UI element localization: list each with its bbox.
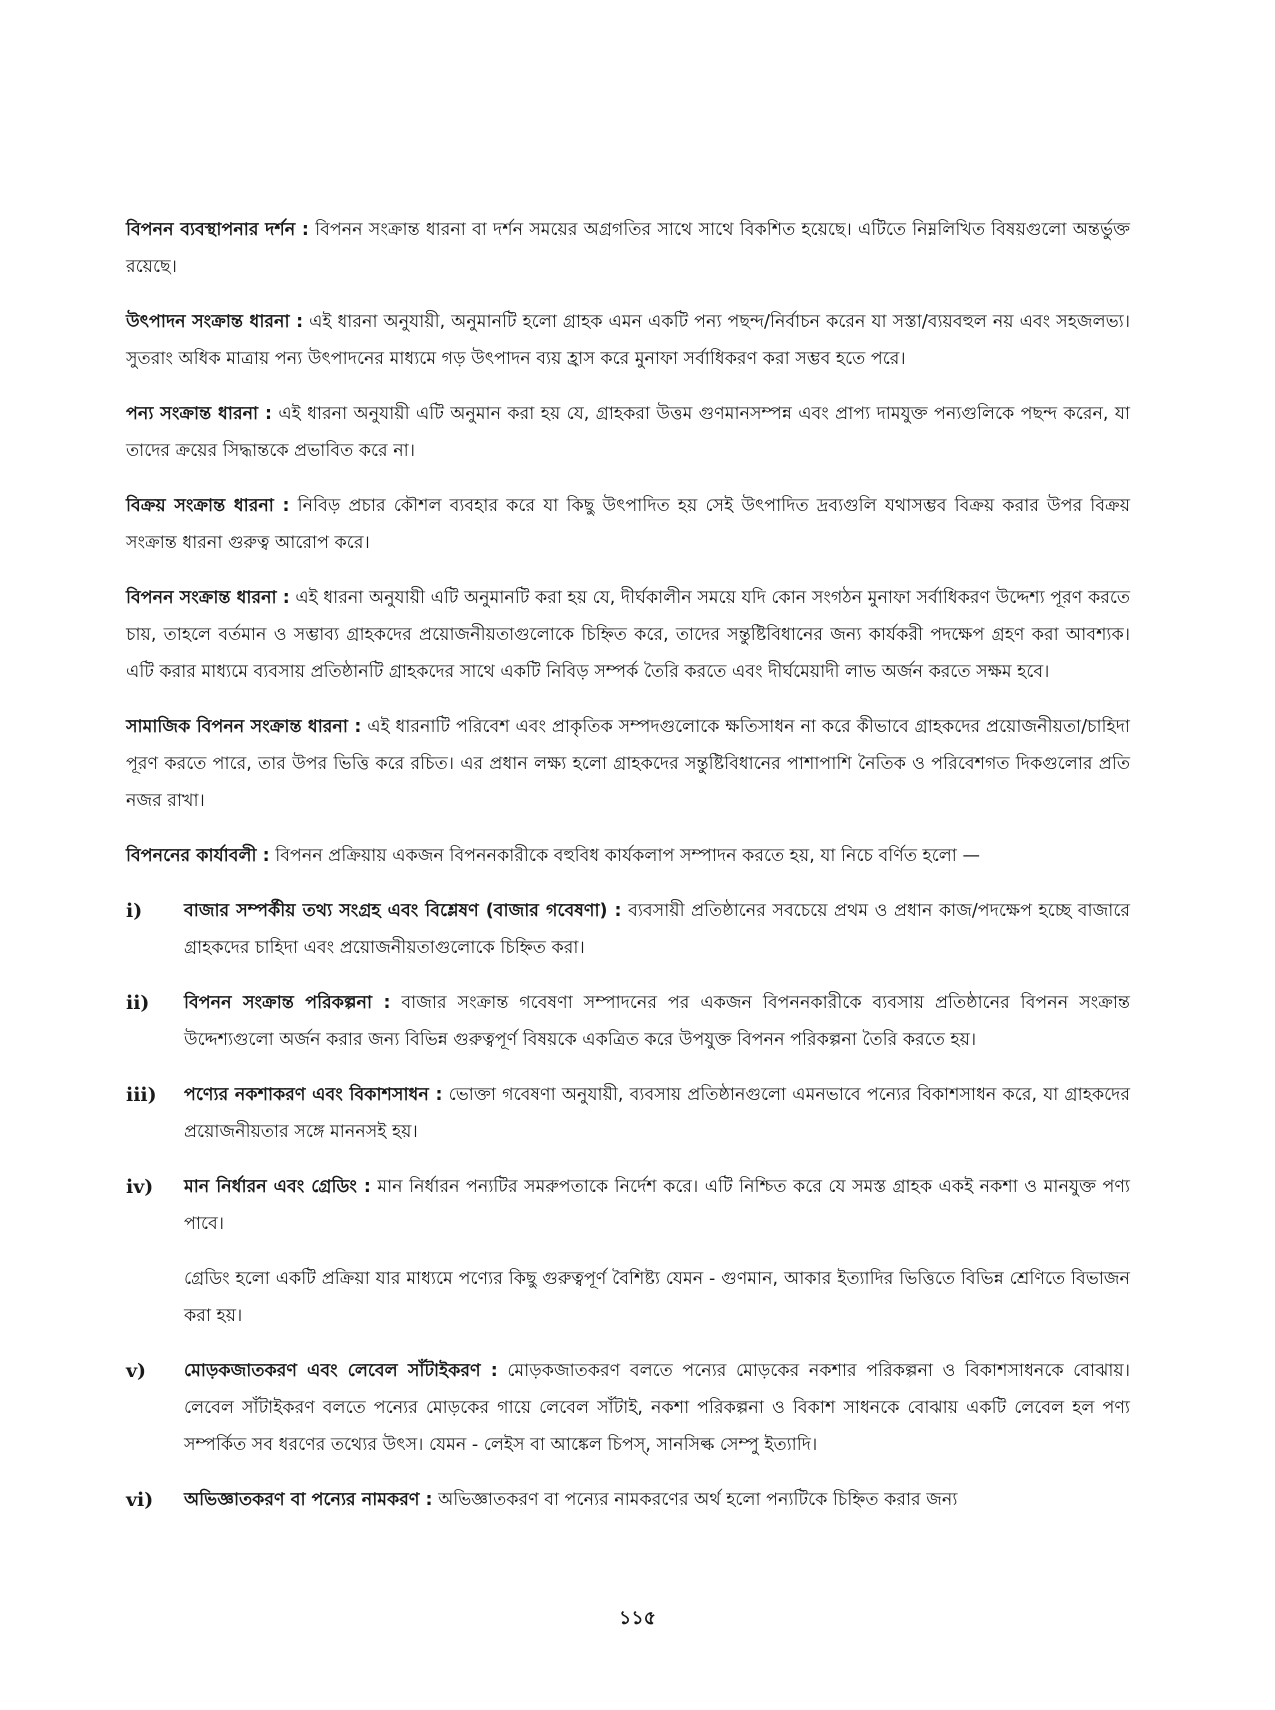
paragraph-term: বিপনন সংক্রান্ত ধারনা : [126, 588, 290, 608]
list-item-text: বাজার সংক্রান্ত গবেষণা সম্পাদনের পর একজন বিপননকারীকে ব্যবসায় প্রতিষ্ঠানের বিপনন সংক্রান্ত উদ্দেশ্যগুলো অর্জন করার জন্য বিভিন্ন গুরুত্বপূর্ণ বিষয়কে একত্রিত করে উপযুক্ত বিপনন পরিকল্পনা তৈরি করতে হয়। [184, 993, 1130, 1050]
list-item-number: i) [126, 900, 143, 922]
list-item [126, 1169, 1130, 1243]
list-item [126, 893, 1130, 967]
paragraph-marketing-functions [126, 838, 1130, 875]
paragraph-term: বিপনন ব্যবস্থাপনার দর্শন : [126, 220, 309, 240]
paragraph-text: এই ধারনা অনুযায়ী, অনুমানটি হলো গ্রাহক এমন একটি পন্য পছন্দ/নির্বাচন করেন যা সস্তা/ব্যয়বহুল নয় এবং সহজলভ্য। সুতরাং অধিক মাত্রায় পন্য উৎপাদনের মাধ্যমে গড় উৎপাদন ব্যয় হ্রাস করে মুনাফা সর্বাধিকরণ করা সম্ভব হতে পরে। [126, 312, 1130, 369]
paragraph-text: বিপনন সংক্রান্ত ধারনা বা দর্শন সময়ের অগ্রগতির সাথে সাথে বিকশিত হয়েছে। এটিতে নিম্নলিখিত বিষয়গুলো অন্তর্ভুক্ত রয়েছে। [126, 220, 1130, 277]
list-item-number: v) [126, 1360, 147, 1382]
list-item-body [184, 1353, 1130, 1464]
paragraph-societal-marketing-concept [126, 709, 1130, 820]
list-item-text: অভিজ্ঞাতকরণ বা পন্যের নামকরণের অর্থ হলো পন্যটিকে চিহ্নিত করার জন্য [432, 1490, 958, 1510]
list-item-text: ব্যবসায়ী প্রতিষ্ঠানের সবচেয়ে প্রথম ও প্রধান কাজ/পদক্ষেপ হচ্ছে বাজারে গ্রাহকদের চাহিদা এবং প্রয়োজনীয়তাগুলোকে চিহ্নিত করা। [184, 901, 1130, 958]
list-item-term: পণ্যের নকশাকরণ এবং বিকাশসাধন : [184, 1085, 443, 1105]
paragraph-term: উৎপাদন সংক্রান্ত ধারনা : [126, 312, 304, 332]
paragraph-text: বিপনন প্রক্রিয়ায় একজন বিপননকারীকে বহুবিধ কার্যকলাপ সম্পাদন করতে হয়, যা নিচে বর্ণিত হলো — [269, 846, 980, 866]
list-item-term: বিপনন সংক্রান্ত পরিকল্পনা : [184, 993, 391, 1013]
paragraph-marketing-management-philosophy [126, 212, 1130, 286]
list-item-number: iv) [126, 1176, 154, 1198]
page-content [126, 212, 1130, 1537]
paragraph-text: এই ধারনা অনুযায়ী এটি অনুমান করা হয় যে, গ্রাহকরা উত্তম গুণমানসম্পন্ন এবং প্রাপ্য দামযুক্ত পন্যগুলিকে পছন্দ করেন, যা তাদের ক্রয়ের সিদ্ধান্তকে প্রভাবিত করে না। [126, 404, 1130, 461]
list-item-text: মান নির্ধারন পন্যটির সমরুপতাকে নির্দেশ করে। এটি নিশ্চিত করে যে সমস্ত গ্রাহক একই নকশা ও মানযুক্ত পণ্য পাবে। [184, 1177, 1130, 1234]
list-item-text: ভোক্তা গবেষণা অনুযায়ী, ব্যবসায় প্রতিষ্ঠানগুলো এমনভাবে পন্যের বিকাশসাধন করে, যা গ্রাহকদের প্রয়োজনীয়তার সঙ্গে মাননসই হয়। [184, 1085, 1130, 1142]
list-item-body [184, 893, 1130, 967]
list-item-number: ii) [126, 992, 150, 1014]
paragraph-marketing-concept [126, 580, 1130, 691]
list-item-term: মান নির্ধারন এবং গ্রেডিং : [184, 1177, 371, 1197]
paragraph-selling-concept [126, 488, 1130, 562]
paragraph-term: সামাজিক বিপনন সংক্রান্ত ধারনা : [126, 717, 362, 737]
list-item-term: বাজার সম্পর্কীয় তথ্য সংগ্রহ এবং বিশ্লেষণ (বাজার গবেষণা) : [184, 901, 622, 921]
list-item [126, 1353, 1130, 1464]
list-item [126, 1482, 1130, 1519]
paragraph-product-concept [126, 396, 1130, 470]
list-item-term: মোড়কজাতকরণ এবং লেবেল সাঁটাইকরণ : [184, 1361, 498, 1381]
paragraph-text: এই ধারনা অনুযায়ী এটি অনুমানটি করা হয় যে, দীর্ঘকালীন সময়ে যদি কোন সংগঠন মুনাফা সর্বাধিকরণ উদ্দেশ্য পূরণ করতে চায়, তাহলে বর্তমান ও সম্ভাব্য গ্রাহকদের প্রয়োজনীয়তাগুলোকে চিহ্নিত করে, তাদের সন্তুষ্টিবিধানের জন্য কার্যকরী পদক্ষেপ গ্রহণ করা আবশ্যক। এটি করার মাধ্যমে ব্যবসায় প্রতিষ্ঠানটি গ্রাহকদের সাথে একটি নিবিড় সম্পর্ক তৈরি করতে এবং দীর্ঘমেয়াদী লাভ অর্জন করতে সক্ষম হবে। [126, 588, 1131, 682]
paragraph-production-concept [126, 304, 1130, 378]
list-item-body [184, 1077, 1130, 1151]
list-item [126, 985, 1130, 1059]
paragraph-term: বিপননের কার্যাবলী : [126, 846, 270, 866]
paragraph-term: পন্য সংক্রান্ত ধারনা : [126, 404, 272, 424]
list-item-body [184, 1482, 1130, 1519]
list-item-body [184, 1169, 1130, 1243]
list-item-term: অভিজ্ঞাতকরণ বা পন্যের নামকরণ : [184, 1490, 433, 1510]
list-item-number: iii) [126, 1084, 157, 1106]
list-item-number: vi) [126, 1489, 154, 1511]
list-item-subparagraph: গ্রেডিং হলো একটি প্রক্রিয়া যার মাধ্যমে পণ্যের কিছু গুরুত্বপূর্ণ বৈশিষ্ট্য যেমন - গুণমান, আকার ইত্যাদির ভিত্তিতে বিভিন্ন শ্রেণিতে বিভাজন করা হয়। [184, 1269, 1130, 1326]
list-item-text: মোড়কজাতকরণ বলতে পন্যের মোড়কের নকশার পরিকল্পনা ও বিকাশসাধনকে বোঝায়। লেবেল সাঁটাইকরণ বলতে পন্যের মোড়কের গায়ে লেবেল সাঁটাই, নকশা পরিকল্পনা ও বিকাশ সাধনকে বোঝায় একটি লেবেল হল পণ্য সম্পর্কিত সব ধরণের তথ্যের উৎস। যেমন - লেইস বা আঙ্কেল চিপস্, সানসিল্ক সেম্পু ইত্যাদি। [184, 1361, 1130, 1455]
paragraph-text: নিবিড় প্রচার কৌশল ব্যবহার করে যা কিছু উৎপাদিত হয় সেই উৎপাদিত দ্রব্যগুলি যথাসম্ভব বিক্রয় করার উপর বিক্রয় সংক্রান্ত ধারনা গুরুত্ব আরোপ করে। [126, 496, 1130, 553]
list-item-body [184, 985, 1130, 1059]
page-number: ১১৫ [619, 1607, 656, 1629]
paragraph-term: বিক্রয় সংক্রান্ত ধারনা : [126, 496, 290, 516]
list-item [126, 1077, 1130, 1151]
paragraph-text: এই ধারনাটি পরিবেশ এবং প্রাকৃতিক সম্পদগুলোকে ক্ষতিসাধন না করে কীভাবে গ্রাহকদের প্রয়োজনীয়তা/চাহিদা পূরণ করতে পারে, তার উপর ভিত্তি করে রচিত। এর প্রধান লক্ষ্য হলো গ্রাহকদের সন্তুষ্টিবিধানের পাশাপাশি নৈতিক ও পরিবেশগত দিকগুলোর প্রতি নজর রাখা। [126, 717, 1130, 811]
